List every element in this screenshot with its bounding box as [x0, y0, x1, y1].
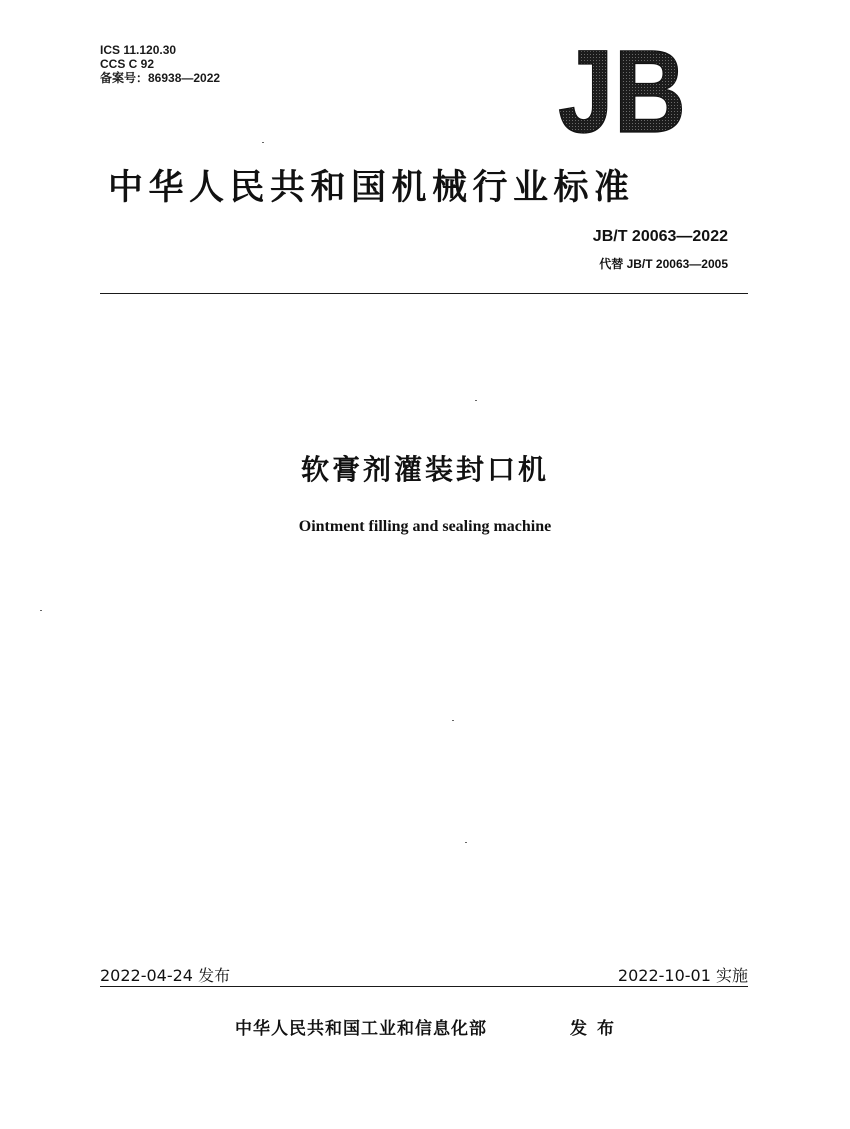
logo-text: JB	[558, 26, 686, 158]
standard-category-title: 中华人民共和国机械行业标准	[108, 168, 635, 208]
scan-speck	[475, 400, 477, 401]
replaces-standard: 代替 JB/T 20063—2005	[599, 257, 728, 271]
jb-logo	[556, 26, 688, 158]
scan-speck	[465, 842, 467, 843]
ccs-code: CCS C 92	[100, 57, 155, 71]
issue-verb: 发布	[570, 1019, 624, 1039]
implementation-date: 2022-10-01 实施	[617, 966, 748, 985]
document-title-cn: 软膏剂灌装封口机	[300, 453, 549, 486]
document-title-en: Ointment filling and sealing machine	[298, 518, 552, 535]
ics-code: ICS 11.120.30	[100, 43, 177, 57]
top-divider	[100, 293, 748, 294]
issuing-authority: 中华人民共和国工业和信息化部	[235, 1019, 487, 1039]
standard-number: JB/T 20063—2022	[592, 228, 728, 245]
scan-speck	[40, 610, 42, 611]
scan-speck	[262, 142, 264, 143]
filing-number: 备案号：86938—2022	[100, 71, 221, 85]
issue-date: 2022-04-24 发布	[100, 966, 231, 985]
scan-speck	[452, 720, 454, 721]
bottom-divider	[100, 986, 748, 987]
classification-codes	[100, 43, 220, 85]
